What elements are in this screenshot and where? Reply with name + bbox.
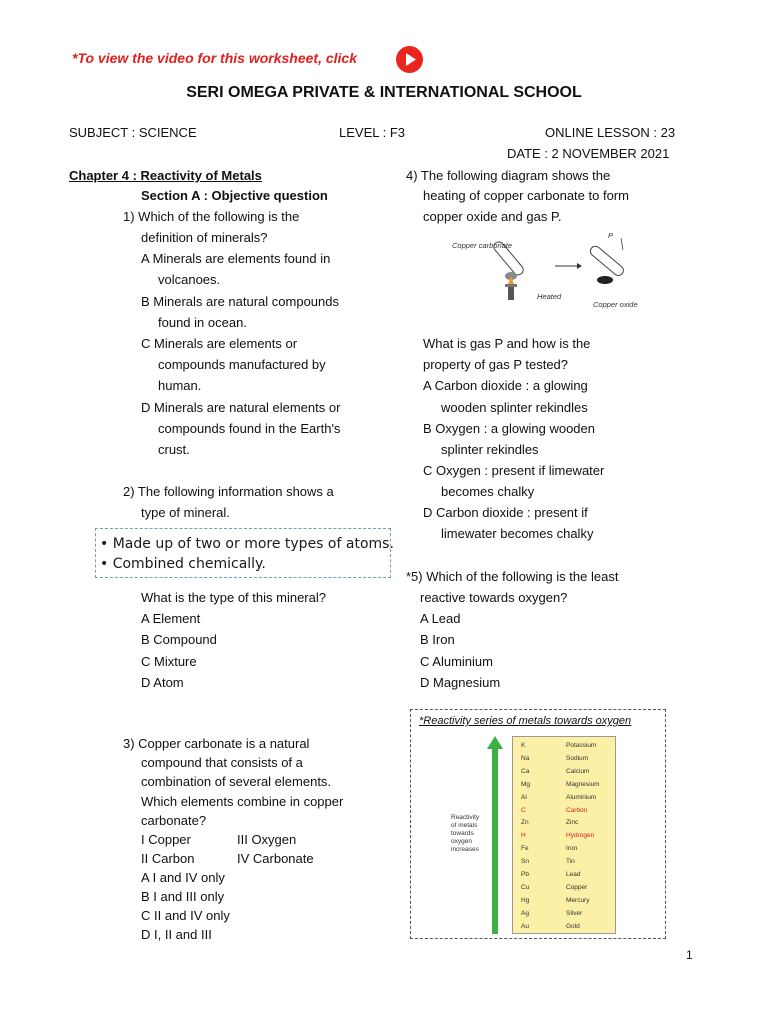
q3-option-b: B I and III only — [141, 889, 225, 904]
metal-symbol: C — [521, 806, 526, 814]
metal-symbol: Fe — [521, 845, 529, 853]
q4-option-c-cont: becomes chalky — [441, 484, 535, 499]
label-gas-p: P — [608, 231, 614, 240]
play-video-button[interactable] — [396, 46, 423, 73]
q2-stem-line: type of mineral. — [141, 505, 230, 520]
metal-name: Calcium — [566, 767, 590, 775]
metal-name: Potassium — [566, 742, 597, 749]
q4-option-a: A Carbon dioxide : a glowing — [423, 378, 588, 393]
q2-stem-line: 2) The following information shows a — [123, 484, 334, 499]
subject: SUBJECT : SCIENCE — [69, 125, 197, 140]
q1-option-c-cont: human. — [158, 378, 202, 393]
metal-name: Tin — [566, 858, 575, 866]
metal-symbol: Au — [521, 922, 529, 930]
q4-option-d: D Carbon dioxide : present if — [423, 505, 588, 520]
metal-symbol: Cu — [521, 883, 530, 891]
metal-name: Lead — [566, 871, 581, 878]
metal-name: Carbon — [566, 806, 588, 814]
metal-symbol: Al — [521, 793, 527, 801]
q2-option-b: B Compound — [141, 632, 217, 647]
reactivity-series-figure — [410, 709, 666, 939]
metal-symbol: H — [521, 832, 526, 840]
q3-stem-line: Which elements combine in copper — [141, 794, 344, 809]
q5-option-a: A Lead — [420, 611, 461, 626]
q2-question: What is the type of this mineral? — [141, 590, 326, 605]
q4-stem-line: heating of copper carbonate to form — [423, 188, 629, 203]
metal-name: Gold — [566, 922, 580, 930]
page-number: 1 — [686, 948, 693, 962]
metal-name: Aluminium — [566, 793, 597, 801]
arrow-label-line: Reactivity — [451, 814, 480, 821]
metal-name: Copper — [566, 883, 588, 891]
arrow-label-line: increases — [451, 846, 479, 853]
q2-option-c: C Mixture — [141, 654, 197, 669]
q5-stem-line: reactive towards oxygen? — [420, 590, 568, 605]
arrow-label-line: oxygen — [451, 838, 472, 845]
metal-symbol: Sn — [521, 858, 529, 866]
metal-symbol: Pb — [521, 871, 529, 878]
metal-symbol: Na — [521, 754, 530, 762]
metal-series-table — [512, 736, 616, 934]
heating-diagram — [445, 228, 648, 314]
q2-option-a: A Element — [141, 611, 201, 626]
metal-name: Sodium — [566, 754, 589, 762]
info-bullet: • Made up of two or more types of atoms. — [100, 536, 394, 552]
q4-option-c: C Oxygen : present if limewater — [423, 463, 605, 478]
metal-name: Silver — [566, 909, 583, 917]
metal-name: Zinc — [566, 819, 579, 827]
metal-name: Iron — [566, 845, 578, 853]
mineral-info-box — [95, 528, 394, 578]
q3-option-c: C II and IV only — [141, 908, 230, 923]
section-title: Section A : Objective question — [141, 188, 328, 203]
reactivity-arrow-label — [451, 814, 479, 854]
q4-stem-line: 4) The following diagram shows the — [406, 168, 611, 183]
q1-option-c-cont: compounds manufactured by — [158, 357, 326, 372]
q4-option-a-cont: wooden splinter rekindles — [441, 400, 588, 415]
metal-symbol: Zn — [521, 819, 529, 827]
q5-option-b: B Iron — [420, 632, 455, 647]
q1-option-d-cont: compounds found in the Earth's — [158, 421, 341, 436]
q1-option-d: D Minerals are natural elements or — [141, 400, 341, 415]
q5-option-c: C Aluminium — [420, 654, 493, 669]
chapter-title: Chapter 4 : Reactivity of Metals — [69, 168, 262, 183]
label-heated: Heated — [537, 292, 562, 301]
reactivity-arrow — [487, 736, 503, 936]
school-name: SERI OMEGA PRIVATE & INTERNATIONAL SCHOOL — [186, 84, 582, 101]
q4-option-d-cont: limewater becomes chalky — [441, 526, 594, 541]
arrow-label-line: towards — [451, 830, 474, 837]
q3-option-a: A I and IV only — [141, 870, 225, 885]
q1-option-a-cont: volcanoes. — [158, 272, 221, 287]
q4-stem-line: copper oxide and gas P. — [423, 209, 562, 224]
video-link[interactable]: *To view the video for this worksheet, click — [72, 50, 358, 66]
q4-option-b: B Oxygen : a glowing wooden — [423, 421, 595, 436]
q1-stem-line: 1) Which of the following is the — [123, 209, 300, 224]
metal-symbol: Hg — [521, 896, 530, 904]
metal-symbol: K — [521, 742, 526, 749]
metal-symbol: Ag — [521, 909, 529, 917]
q1-option-c: C Minerals are elements or — [141, 336, 298, 351]
metal-symbol: Ca — [521, 767, 530, 775]
label-copper-oxide: Copper oxide — [593, 300, 638, 309]
q3-option-d: D I, II and III — [141, 927, 212, 942]
q3-stem-line: 3) Copper carbonate is a natural — [123, 736, 310, 751]
q4-question: What is gas P and how is the — [423, 336, 591, 351]
metal-symbol: Mg — [521, 780, 531, 788]
label-copper-carbonate: Copper carbonate — [452, 241, 513, 250]
q4-option-b-cont: splinter rekindles — [441, 442, 539, 457]
level: LEVEL : F3 — [339, 125, 405, 140]
q5-option-d: D Magnesium — [420, 675, 501, 690]
q1-option-b: B Minerals are natural compounds — [141, 294, 339, 309]
q1-option-b-cont: found in ocean. — [158, 315, 247, 330]
q3-item: IV Carbonate — [237, 851, 314, 866]
info-bullet: • Combined chemically. — [100, 556, 266, 572]
online-lesson: ONLINE LESSON : 23 — [545, 125, 676, 140]
q3-stem-line: combination of several elements. — [141, 774, 332, 789]
q5-stem-line: *5) Which of the following is the least — [406, 569, 619, 584]
q3-item: I Copper — [141, 832, 191, 847]
arrow-label-line: of metals — [451, 822, 478, 829]
date: DATE : 2 NOVEMBER 2021 — [507, 146, 670, 161]
metal-name: Magnesium — [566, 780, 600, 788]
q1-option-a: A Minerals are elements found in — [141, 251, 331, 266]
q2-option-d: D Atom — [141, 675, 184, 690]
reactivity-title: *Reactivity series of metals towards oxygen — [419, 715, 632, 727]
q3-item: II Carbon — [141, 851, 195, 866]
play-icon — [396, 46, 423, 73]
metal-name: Mercury — [566, 896, 590, 904]
q4-question: property of gas P tested? — [423, 357, 569, 372]
q1-option-d-cont: crust. — [158, 442, 190, 457]
metal-name: Hydrogen — [566, 832, 595, 840]
q3-stem-line: carbonate? — [141, 813, 207, 828]
q1-stem-line: definition of minerals? — [141, 230, 268, 245]
q3-item: III Oxygen — [237, 832, 297, 847]
q3-stem-line: compound that consists of a — [141, 755, 303, 770]
